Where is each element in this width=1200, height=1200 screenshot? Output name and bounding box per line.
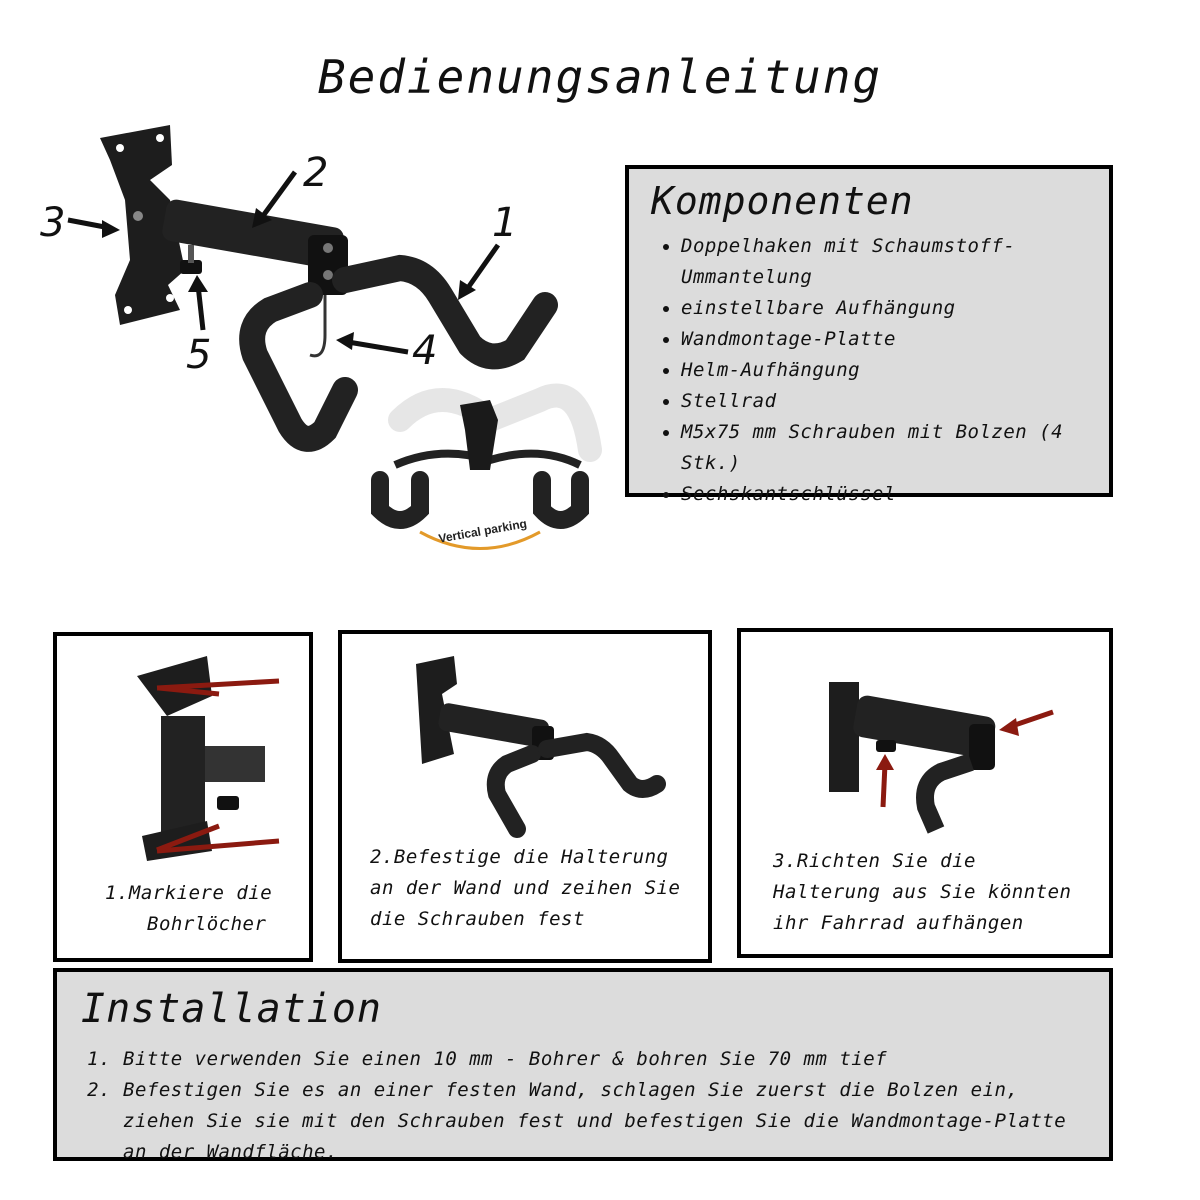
components-panel xyxy=(625,165,1113,505)
installation-panel xyxy=(53,968,1113,1161)
callout-3: 3 xyxy=(40,200,66,246)
step-card-3 xyxy=(737,628,1113,958)
list-item: • Stellrad xyxy=(681,386,1089,417)
list-item: • Sechskantschlüssel xyxy=(681,479,1089,510)
step1-illustration xyxy=(57,636,317,856)
vertical-parking-badge: Vertical parking xyxy=(437,516,528,546)
list-item: 2. Befestigen Sie es an einer festen Wand, schlagen Sie zuerst die Bolzen ein, ziehen Sie sie mit den Schrauben fest und befestigen Sie die Wandmontage-Platte an der Wandfläche. xyxy=(123,1075,1085,1168)
list-item: • Wandmontage-Platte xyxy=(681,324,1089,355)
callout-4: 4 xyxy=(412,328,438,374)
list-item: • einstellbare Aufhängung xyxy=(681,293,1089,324)
page-title: Bedienungsanleitung xyxy=(317,50,883,104)
step-card-2 xyxy=(338,630,712,963)
list-item: • Helm-Aufhängung xyxy=(681,355,1089,386)
step3-text: 3.Richten Sie die Halterung aus Sie könnten ihr Fahrrad aufhängen xyxy=(773,850,1072,934)
callout-1: 1 xyxy=(492,200,518,246)
installation-heading: Installation xyxy=(81,986,382,1032)
list-item: 1. Bitte verwenden Sie einen 10 mm - Bohrer & bohren Sie 70 mm tief xyxy=(123,1044,1085,1075)
product-illustration xyxy=(20,120,620,580)
callout-2: 2 xyxy=(303,150,329,196)
list-item: • M5x75 mm Schrauben mit Bolzen (4 Stk.) xyxy=(681,417,1089,479)
components-list xyxy=(651,231,1089,510)
callout-5: 5 xyxy=(186,332,212,378)
components-heading: Komponenten xyxy=(651,179,914,223)
step1-text-line2: Bohrlöcher xyxy=(147,913,267,935)
step2-illustration xyxy=(342,634,716,834)
installation-list xyxy=(81,1044,1085,1168)
step2-text: 2.Befestige die Halterung an der Wand und zeihen Sie die Schrauben fest xyxy=(370,846,681,930)
step3-illustration xyxy=(741,632,1117,832)
step1-text-line1: 1.Markiere die xyxy=(105,882,273,904)
list-item: • Doppelhaken mit Schaumstoff-Ummantelung xyxy=(681,231,1089,293)
step-card-1 xyxy=(53,632,313,962)
